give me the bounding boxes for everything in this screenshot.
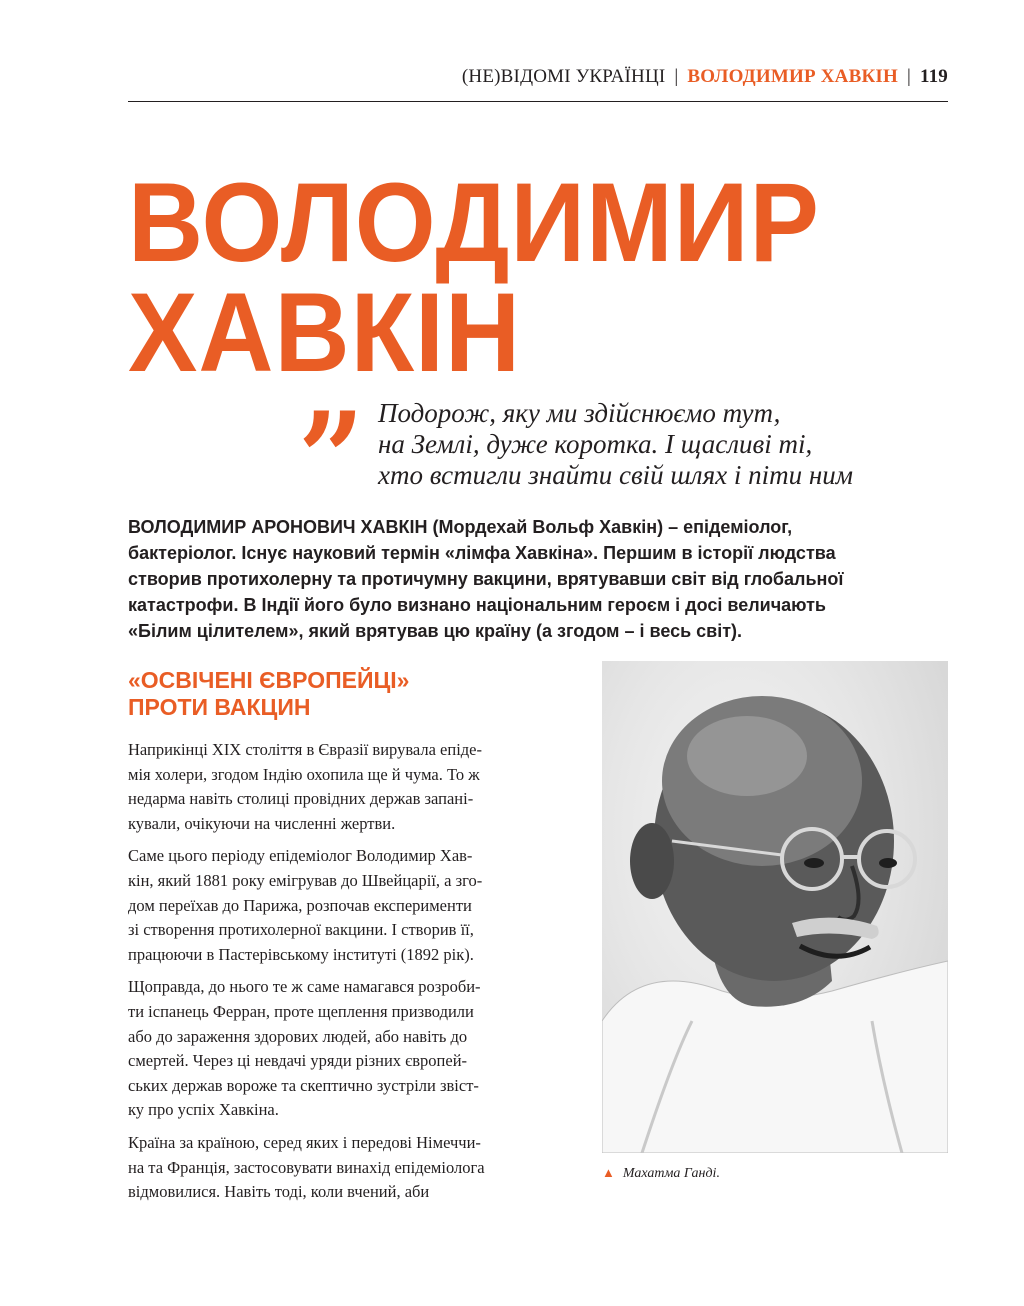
subhead-line-1: «ОСВІЧЕНІ ЄВРОПЕЙЦІ» xyxy=(128,667,410,693)
body-line: недарма навіть столиці провідних держав запані- xyxy=(128,789,474,809)
lead-line: бактеріолог. Існує науковий термін «лімфа Хавкіна». Першим в історії людства xyxy=(128,543,836,563)
body-line: на та Франція, застосовувати винахід епідеміолога xyxy=(128,1157,485,1177)
body-paragraph-1 xyxy=(128,738,548,836)
portrait-photo xyxy=(602,661,948,1153)
quote-line: на Землі, дуже коротка. І щасливі ті, xyxy=(378,429,813,459)
running-header xyxy=(128,66,948,88)
lead-line: катастрофи. В Індії його було визнано національним героєм і досі величають xyxy=(128,595,826,615)
portrait-illustration xyxy=(602,661,948,1153)
body-line: кін, який 1881 року емігрував до Швейцарії, а зго- xyxy=(128,870,483,890)
body-paragraph-3 xyxy=(128,975,548,1123)
header-separator: | xyxy=(674,66,679,87)
body-line: дом переїхав до Парижа, розпочав експерименти xyxy=(128,895,472,915)
page-number: 119 xyxy=(919,66,948,87)
body-line: Саме цього періоду епідеміолог Володимир Хав- xyxy=(128,846,473,866)
title-line-2: ХАВКІН xyxy=(128,270,522,396)
body-line: зі створення протихолерної вакцини. І створив її, xyxy=(128,920,474,940)
header-separator-2: | xyxy=(906,66,911,87)
body-line: Наприкінці XIX століття в Євразії вирувала епіде- xyxy=(128,740,483,759)
body-line: або до зараження здорових людей, або навіть до xyxy=(128,1026,468,1046)
caption-triangle-icon: ▲ xyxy=(602,1165,615,1180)
body-line: Щоправда, до нього те ж саме намагався розроби- xyxy=(128,977,481,997)
body-line: ських держав вороже та скептично зустріли звіст- xyxy=(128,1075,479,1095)
page-title xyxy=(128,160,820,396)
body-line: Країна за країною, серед яких і передові Німеччи- xyxy=(128,1132,481,1152)
title-line-1: ВОЛОДИМИР xyxy=(128,160,820,286)
quote-line: хто встигли знайти свій шлях і піти ним xyxy=(378,460,853,490)
header-rule xyxy=(128,101,948,102)
lead-line: створив протихолерну та протичумну вакцини, врятувавши світ від глобальної xyxy=(128,569,844,589)
body-paragraph-4 xyxy=(128,1131,548,1205)
lead-paragraph xyxy=(128,514,958,644)
body-paragraph-2 xyxy=(128,844,548,967)
body-column xyxy=(128,738,548,1213)
header-section: (НЕ)ВІДОМІ УКРАЇНЦІ xyxy=(461,66,666,87)
quote-mark-icon: ” xyxy=(298,385,365,535)
header-chapter: ВОЛОДИМИР ХАВКІН xyxy=(687,66,899,87)
body-line: кували, очікуючи на численні жертви. xyxy=(128,813,396,833)
body-line: ку про успіх Хавкіна. xyxy=(128,1100,279,1120)
quote-line: Подорож, яку ми здійснюємо тут, xyxy=(378,398,781,428)
lead-line: ВОЛОДИМИР АРОНОВИЧ ХАВКІН (Мордехай Вольф Хавкін) – епідеміолог, xyxy=(128,517,793,537)
section-subheading xyxy=(128,667,409,721)
lead-line: «Білим цілителем», який врятував цю країну (а згодом – і весь світ). xyxy=(128,621,743,641)
body-line: працюючи в Пастерівському інституті (1892 рік). xyxy=(128,944,474,964)
photo-caption xyxy=(602,1165,948,1182)
body-line: відмовилися. Навіть тоді, коли вчений, аби xyxy=(128,1182,430,1202)
epigraph-quote xyxy=(378,398,938,491)
body-line: смертей. Через ці невдачі уряди різних європей- xyxy=(128,1051,468,1071)
body-line: ти іспанець Ферран, проте щеплення призводили xyxy=(128,1001,474,1021)
caption-text: Махатма Ганді. xyxy=(622,1166,720,1181)
body-line: мія холери, згодом Індію охопила ще й чума. То ж xyxy=(128,764,480,784)
subhead-line-2: ПРОТИ ВАКЦИН xyxy=(128,694,311,720)
